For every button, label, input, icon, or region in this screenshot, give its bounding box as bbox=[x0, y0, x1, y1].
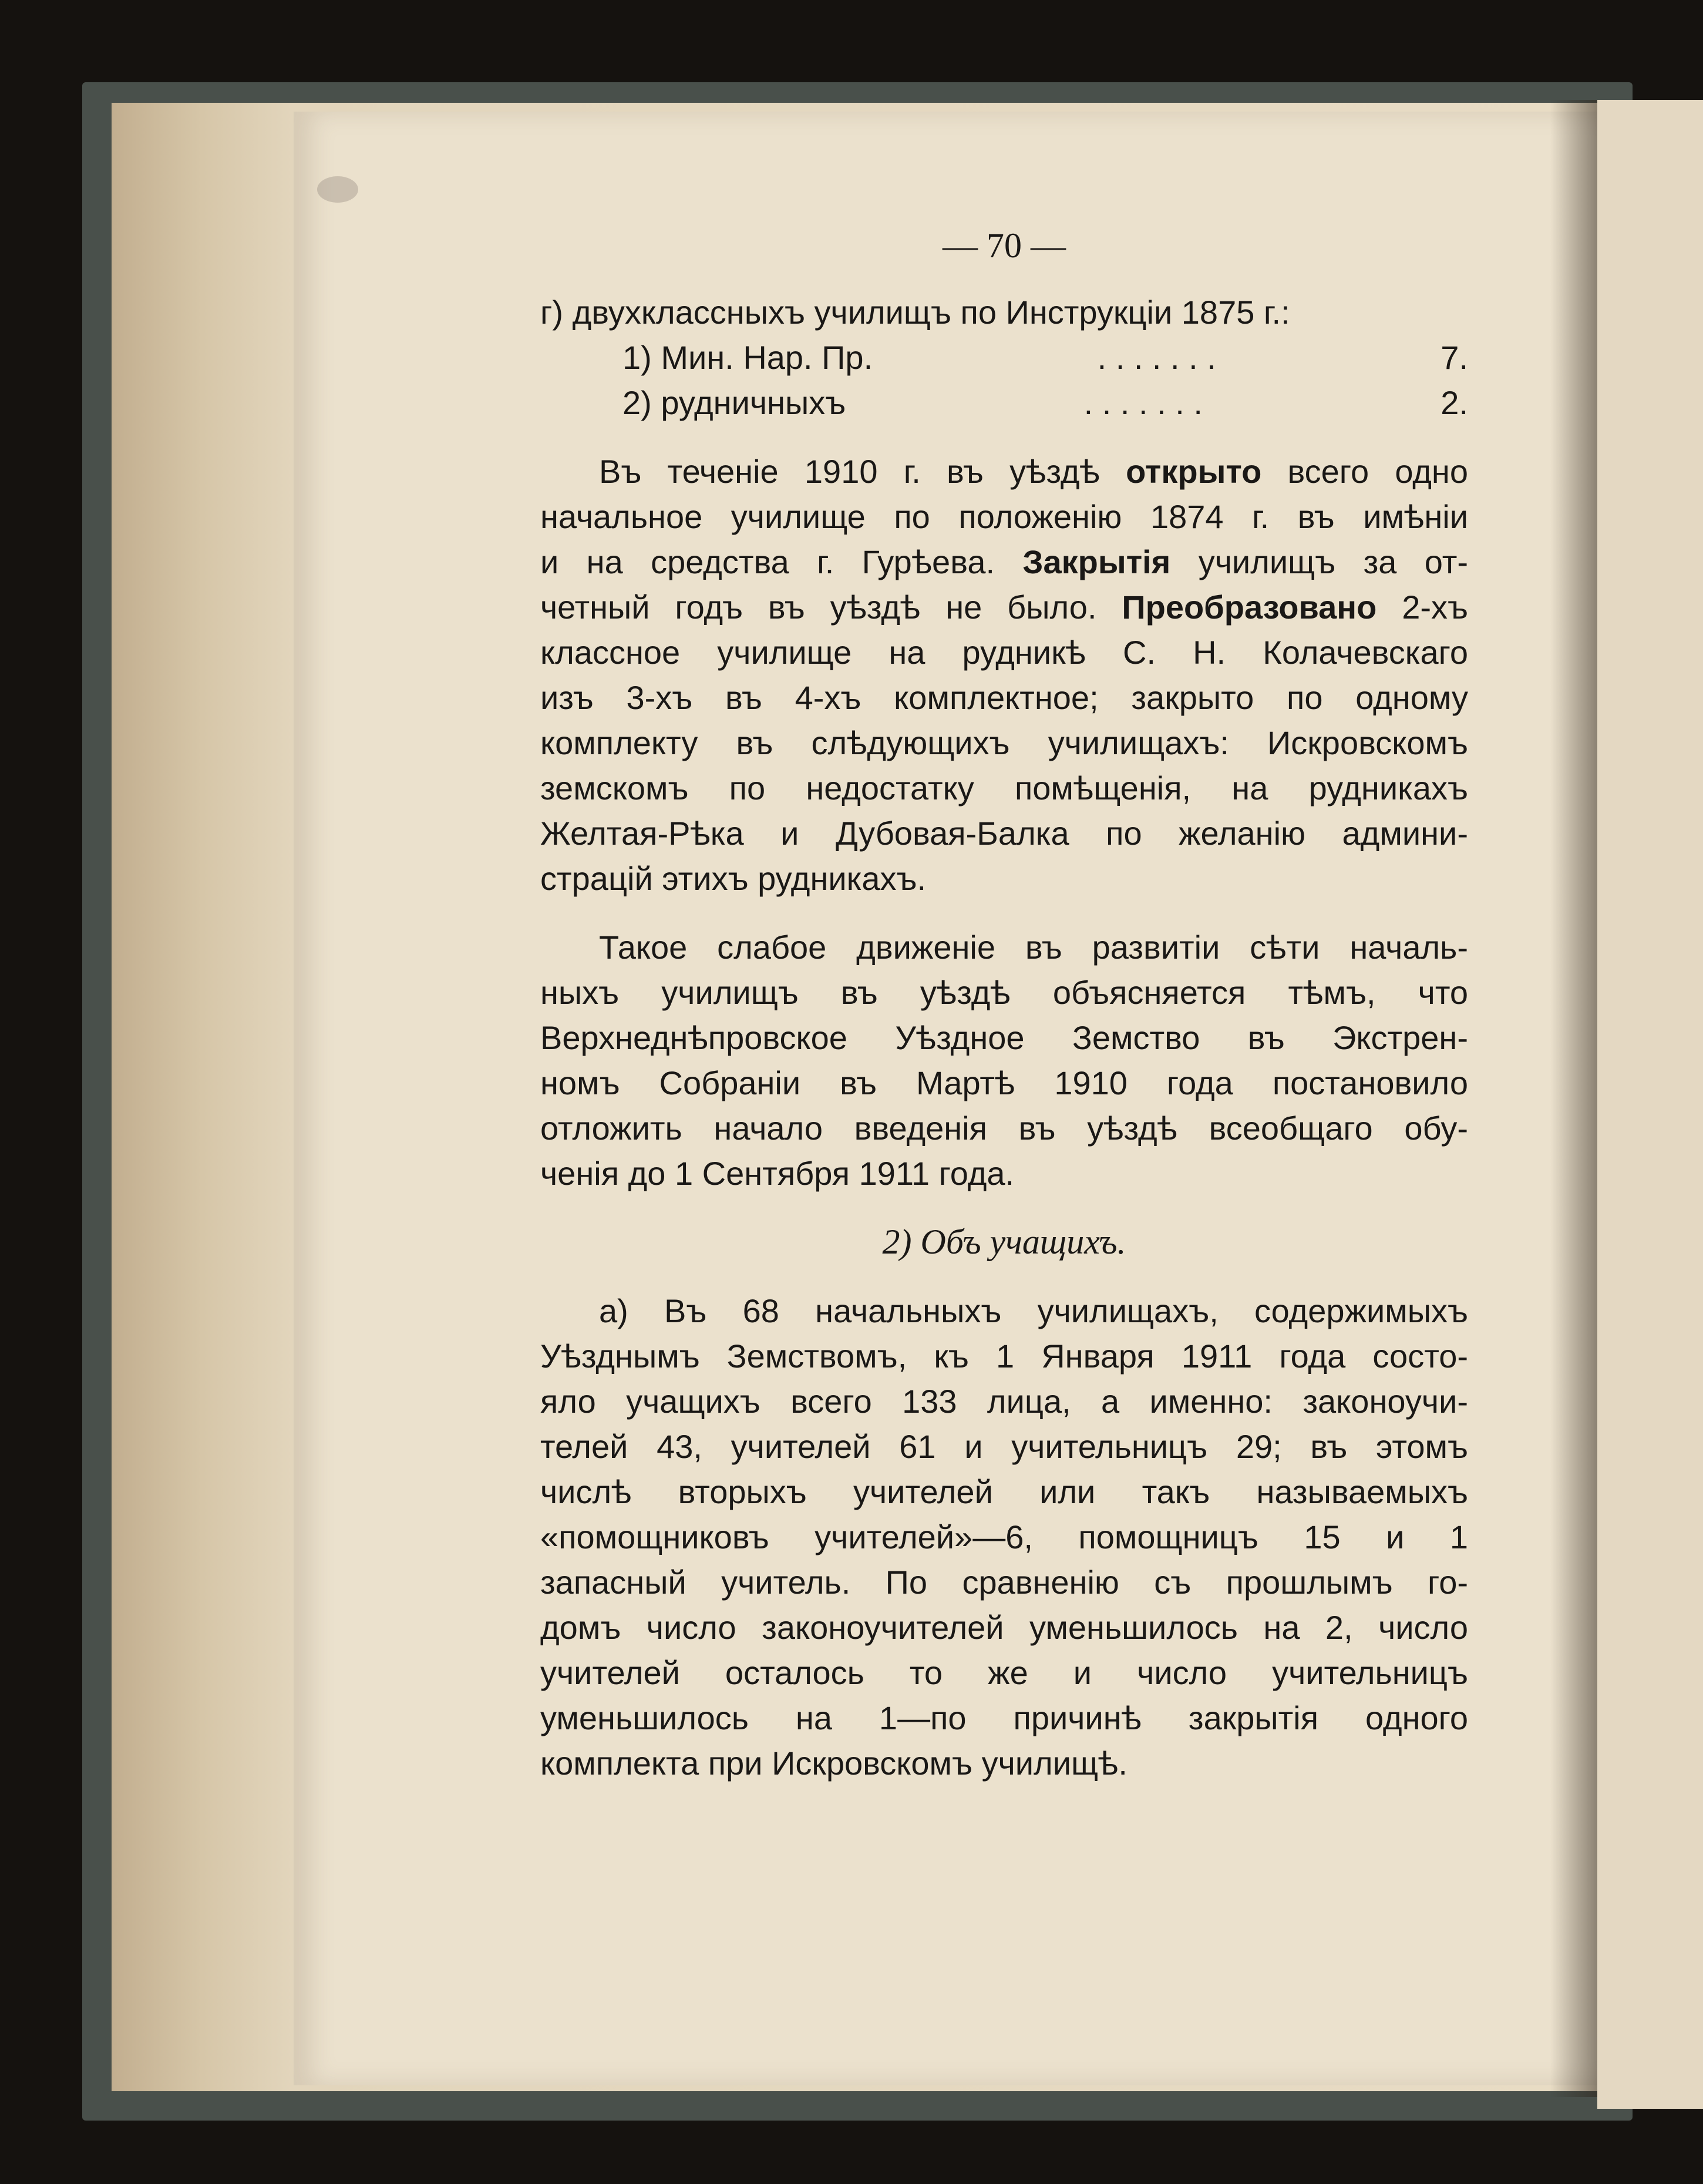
text-line: начальное училище по положенію 1874 г. въ имѣніи bbox=[540, 498, 1468, 535]
list-item-dots: . . . . . . . bbox=[1097, 339, 1216, 376]
page-text bbox=[540, 223, 1468, 1786]
list-item-label: 2) рудничныхъ bbox=[622, 384, 846, 421]
text-line: страцій этихъ рудникахъ. bbox=[540, 860, 927, 897]
text-line: Желтая-Рѣка и Дубовая-Балка по желанію админи- bbox=[540, 815, 1468, 852]
text-line: яло учащихъ всего 133 лица, а именно: законоучи- bbox=[540, 1383, 1468, 1420]
list-item-value: 2. bbox=[1441, 384, 1468, 421]
list-item-value: 7. bbox=[1441, 339, 1468, 376]
list-item-label: 1) Мин. Нар. Пр. bbox=[622, 339, 873, 376]
text-line: уменьшилось на 1—по причинѣ закрытія одного bbox=[540, 1699, 1468, 1736]
bold-term: открыто bbox=[1126, 453, 1262, 490]
text-line: «помощниковъ учителей»—6, помощницъ 15 и 1 bbox=[540, 1518, 1468, 1555]
next-page-edge bbox=[1597, 100, 1703, 2109]
bold-term: Преобразовано bbox=[1122, 589, 1377, 626]
page-stain bbox=[317, 176, 358, 203]
text-line: числѣ вторыхъ учителей или такъ называемыхъ bbox=[540, 1473, 1468, 1510]
text-line: отложить начало введенія въ уѣздѣ всеобщаго обу- bbox=[540, 1110, 1468, 1147]
text-line: комплекта при Искровскомъ училищѣ. bbox=[540, 1745, 1128, 1782]
school-count-list bbox=[540, 335, 1468, 425]
heading-line: г) двухклассныхъ училищъ по Инструкціи 1875 г.: bbox=[540, 294, 1290, 331]
text-line: учителей осталось то же и число учительницъ bbox=[540, 1654, 1468, 1691]
page-number: — 70 — bbox=[943, 226, 1066, 265]
text-line: Уѣзднымъ Земствомъ, къ 1 Января 1911 года состо- bbox=[540, 1338, 1468, 1375]
text-line: ныхъ училищъ въ уѣздѣ объясняется тѣмъ, что bbox=[540, 974, 1468, 1011]
text-line: и на средства г. Гурѣева. Закрытія училищъ за от- bbox=[540, 543, 1468, 580]
paragraph-teachers bbox=[540, 1288, 1468, 1786]
text-line: земскомъ по недостатку помѣщенія, на рудникахъ bbox=[540, 770, 1468, 807]
text-line: Такое слабое движеніе въ развитіи сѣти началь- bbox=[599, 929, 1468, 966]
text-line: ченія до 1 Сентября 1911 года. bbox=[540, 1155, 1015, 1192]
text-line: Въ теченіе 1910 г. въ уѣздѣ открыто всего одно bbox=[599, 453, 1468, 490]
section-heading: 2) Объ учащихъ. bbox=[882, 1222, 1126, 1261]
list-item-dots: . . . . . . . bbox=[1083, 384, 1203, 421]
bold-term: Закрытія bbox=[1022, 543, 1171, 580]
list-item bbox=[540, 335, 1468, 380]
text-line: телей 43, учителей 61 и учительницъ 29; въ этомъ bbox=[540, 1428, 1468, 1465]
text-line: четный годъ въ уѣздѣ не было. Преобразовано 2-хъ bbox=[540, 589, 1468, 626]
gutter-shadow bbox=[1550, 100, 1603, 2097]
text-line: домъ число законоучителей уменьшилось на 2, число bbox=[540, 1609, 1468, 1646]
text-line: комплекту въ слѣдующихъ училищахъ: Искровскомъ bbox=[540, 724, 1468, 761]
text-line: Верхнеднѣпровское Уѣздное Земство въ Экстрен- bbox=[540, 1019, 1468, 1056]
text-line: запасный учитель. По сравненію съ прошлымъ го- bbox=[540, 1564, 1468, 1601]
text-line: изъ 3-хъ въ 4-хъ комплектное; закрыто по одному bbox=[540, 679, 1468, 716]
text-line: классное училище на рудникѣ С. Н. Колачевскаго bbox=[540, 634, 1468, 671]
text-line: а) Въ 68 начальныхъ училищахъ, содержимыхъ bbox=[599, 1292, 1468, 1329]
paragraph-openings bbox=[540, 449, 1468, 901]
list-item bbox=[540, 380, 1468, 425]
text-line: номъ Собраніи въ Мартѣ 1910 года постановило bbox=[540, 1064, 1468, 1101]
paragraph-slow-development bbox=[540, 925, 1468, 1196]
